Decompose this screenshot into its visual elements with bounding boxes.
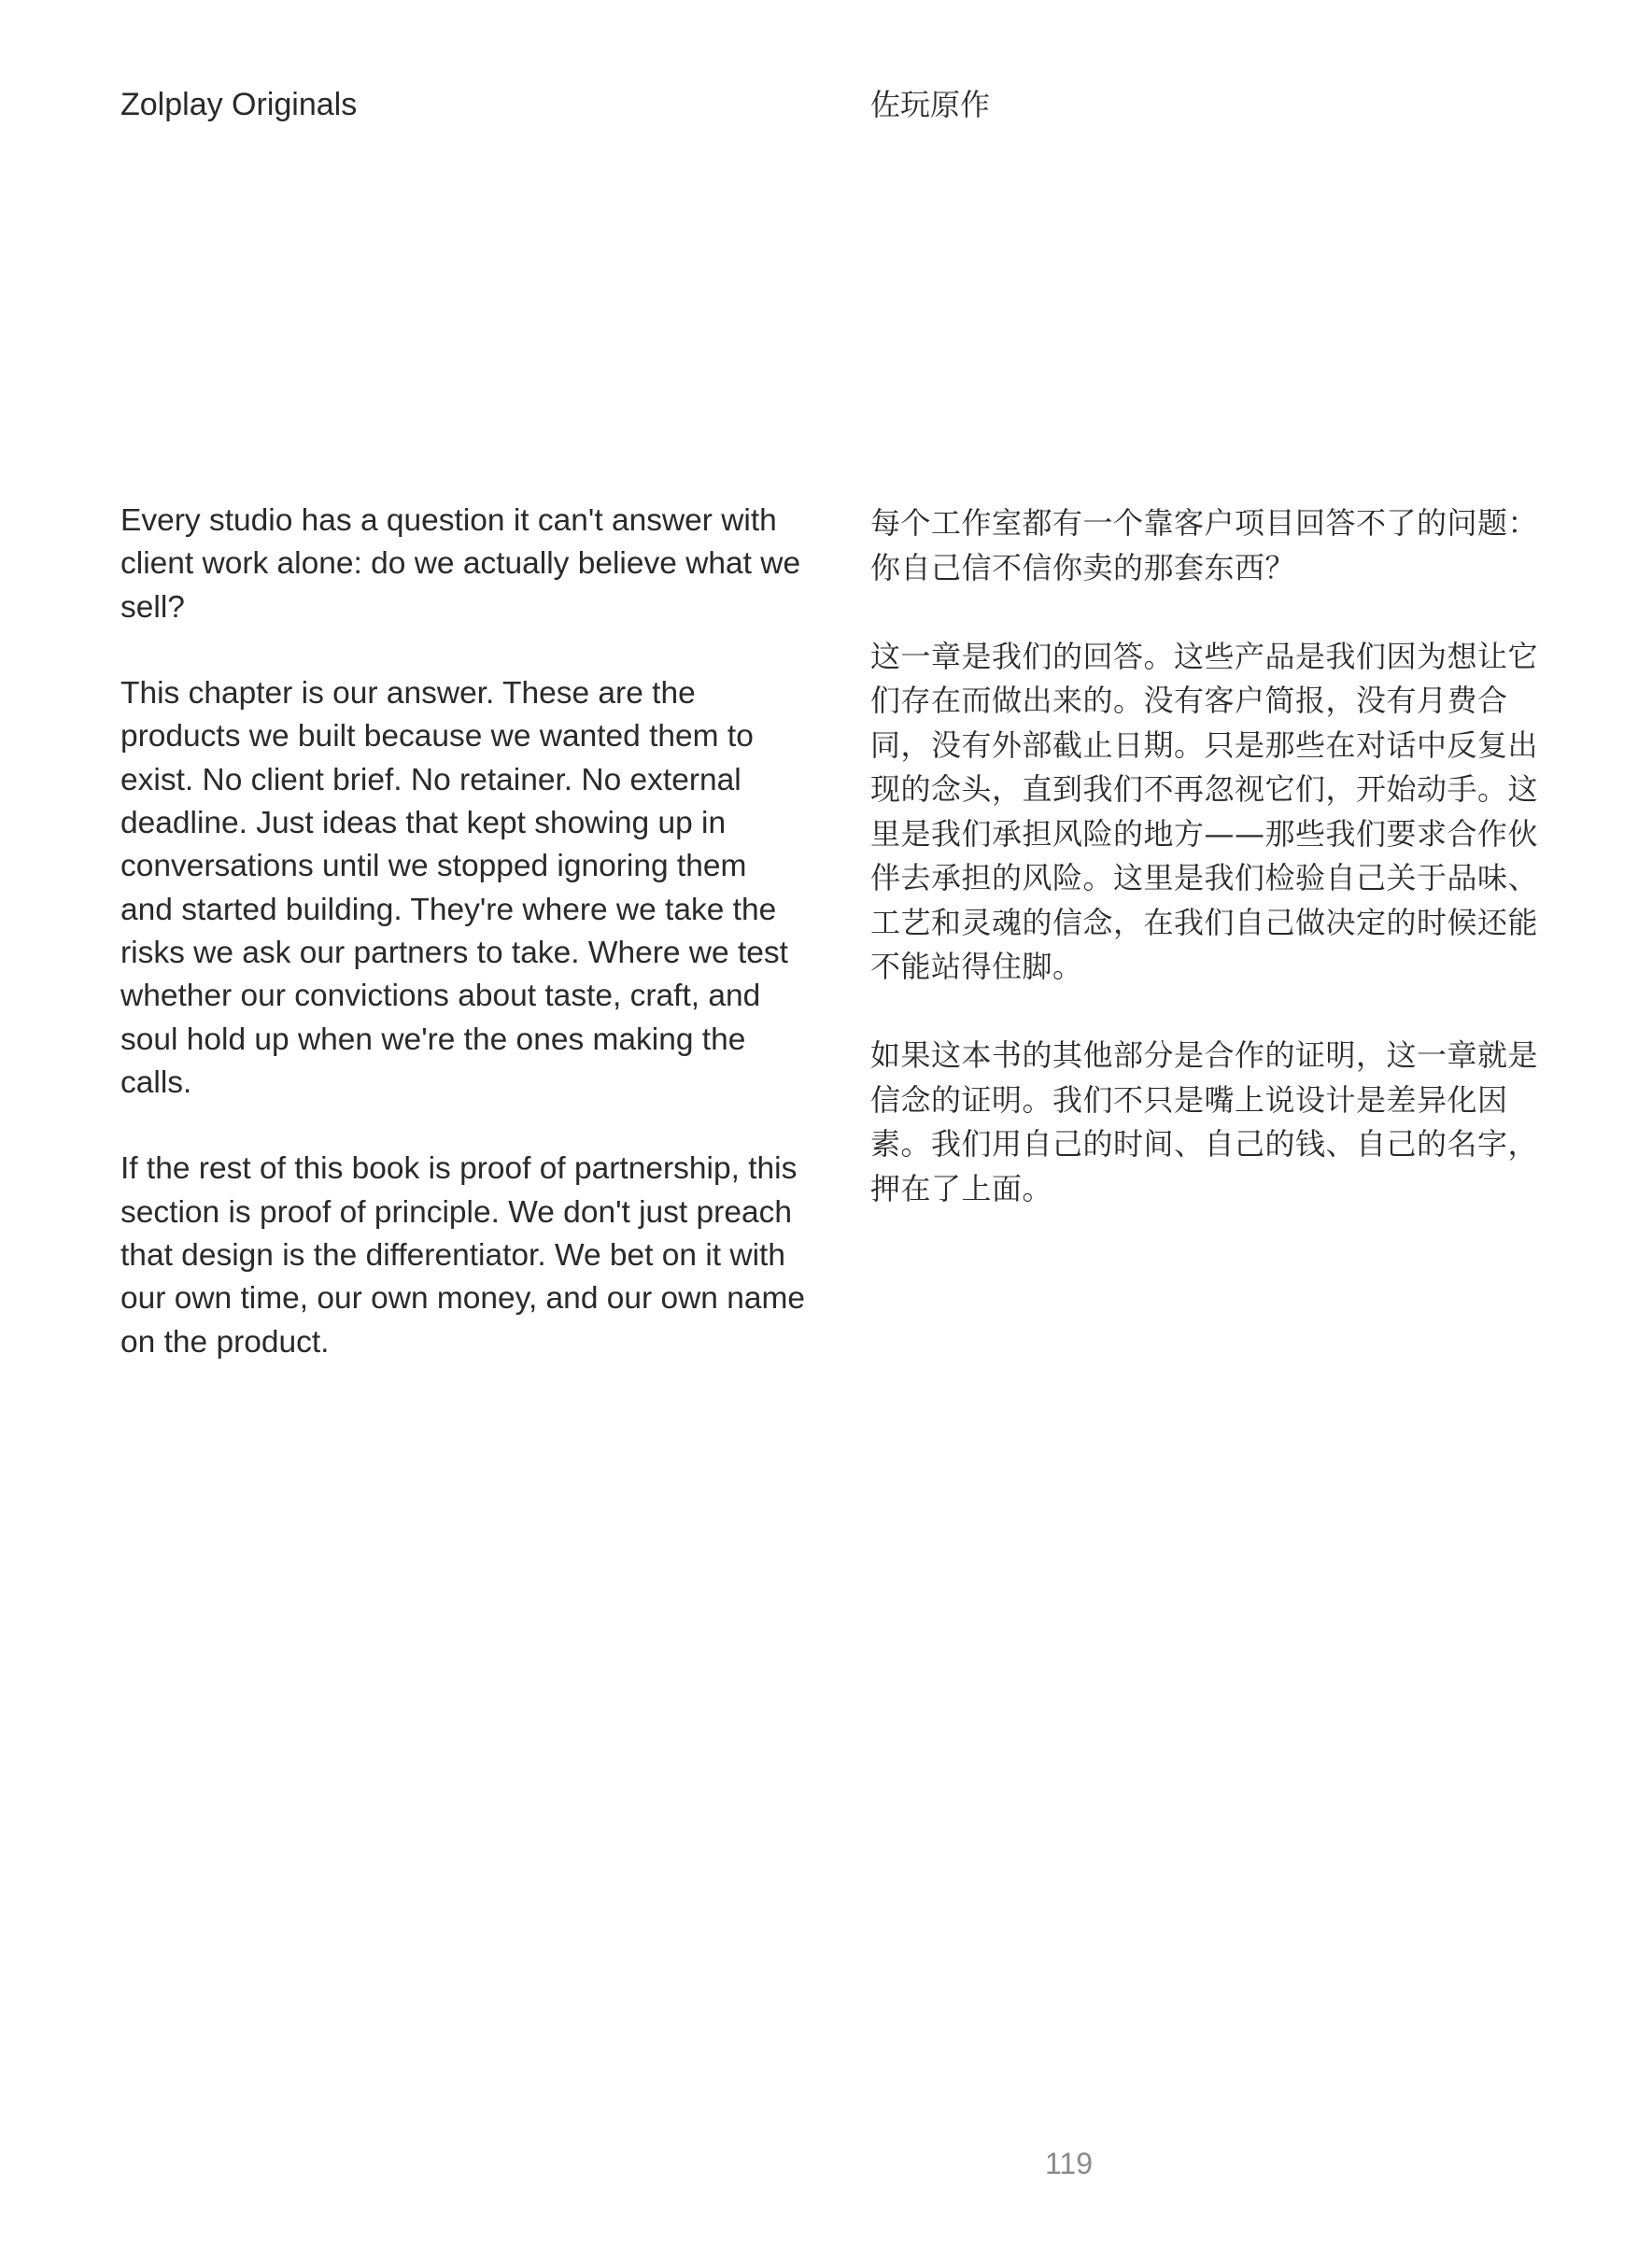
running-header-english: Zolplay Originals <box>120 87 358 122</box>
english-paragraph-2: This chapter is our answer. These are the products we built because we wanted them to exist. No client brief. No retainer. No external deadline. Just ideas that kept showing up in conversations until we stopped ignoring them and started building. They're where we take the risks we ask our partners to take. Where we test whether our convictions about taste, craft, and soul hold up when we're the ones making the calls. <box>120 676 788 1100</box>
chinese-paragraph-1: 每个工作室都有一个靠客户项目回答不了的问题：你自己信不信你卖的那套东西？ <box>870 505 1539 585</box>
chinese-column <box>870 501 1543 1256</box>
running-header-chinese: 佐玩原作 <box>870 87 991 122</box>
chinese-paragraph-2: 这一章是我们的回答。这些产品是我们因为想让它们存在而做出来的。没有客户简报，没有月费合同，没有外部截止日期。只是那些在对话中反复出现的念头，直到我们不再忽视它们，开始动手。这里是我们承担风险的地方——那些我们要求合作伙伴去承担的风险。这里是我们检验自己关于品味、工艺和灵魂的信念，在我们自己做决定的时候还能不能站得住脚。 <box>870 638 1539 984</box>
english-column <box>120 500 807 1407</box>
english-paragraph-1: Every studio has a question it can't answer with client work alone: do we actually believe what we sell? <box>120 503 801 625</box>
page-number: 119 <box>1044 2147 1093 2180</box>
chinese-paragraph-3: 如果这本书的其他部分是合作的证明，这一章就是信念的证明。我们不只是嘴上说设计是差异化因素。我们用自己的时间、自己的钱、自己的名字，押在了上面。 <box>870 1037 1539 1206</box>
english-paragraph-3: If the rest of this book is proof of partnership, this section is proof of principle. We don't just preach that design is the differentiator. We bet on it with our own time, our own money, and our own name on the product. <box>120 1151 806 1360</box>
